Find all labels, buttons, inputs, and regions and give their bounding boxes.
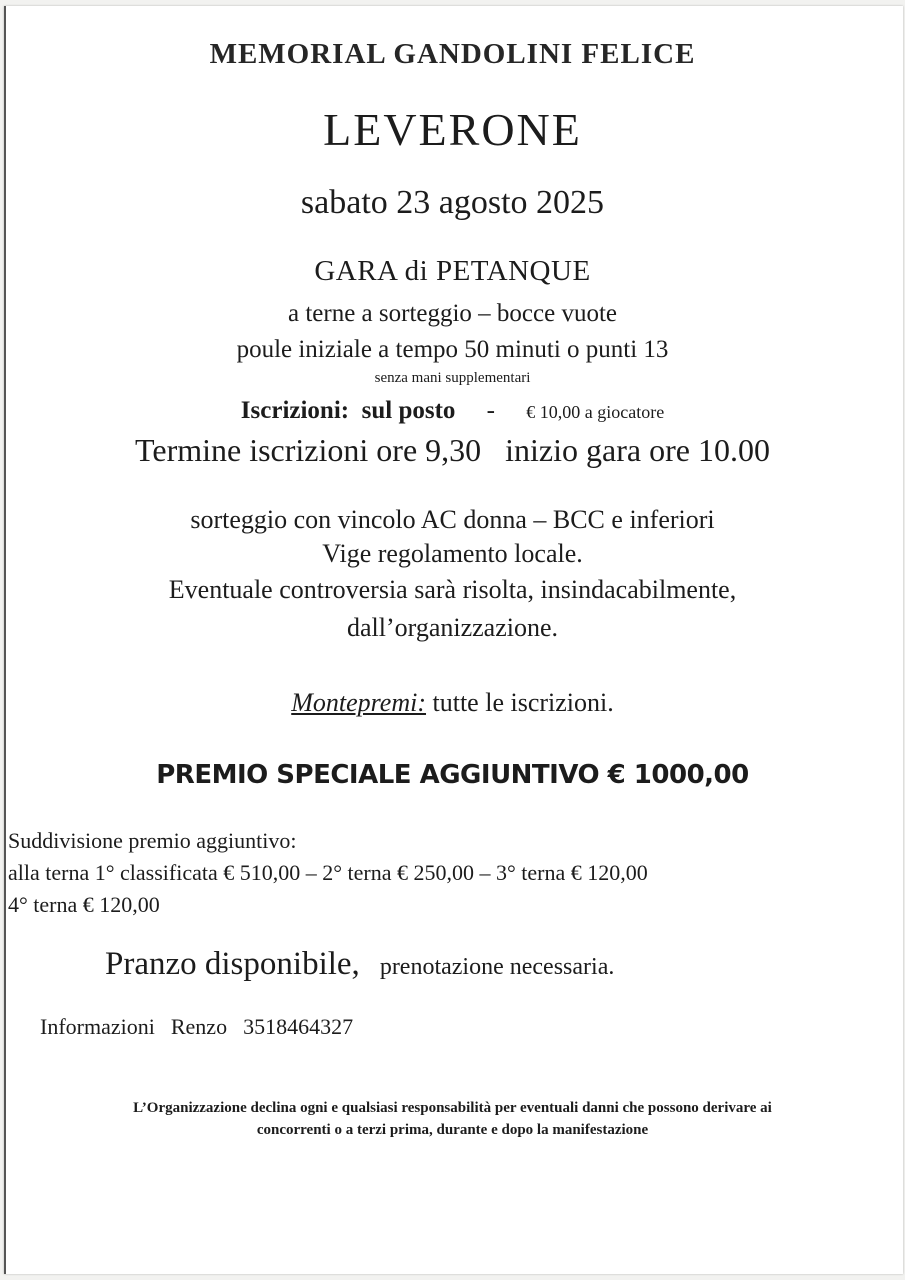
montepremi-text: tutte le iscrizioni. xyxy=(432,688,614,717)
pranzo-main: Pranzo disponibile, xyxy=(105,946,360,982)
format-line: a terne a sorteggio – bocce vuote xyxy=(287,300,618,327)
suddivisione-line1: alla terna 1° classificata € 510,00 – 2° terna € 250,00 – 3° terna € 120,00 xyxy=(8,860,648,885)
iscrizioni-where: sul posto xyxy=(361,397,456,424)
iscrizioni-line xyxy=(0,397,905,425)
poule-line: poule iniziale a tempo 50 minuti o punti 13 xyxy=(236,336,669,363)
info-label: Informazioni xyxy=(40,1014,155,1039)
disclaimer-line2: concorrenti o a terzi prima, durante e dopo la manifestazione xyxy=(256,1122,649,1138)
rule-sorteggio: sorteggio con vincolo AC donna – BCC e inferiori xyxy=(190,505,715,534)
place-name: LEVERONE xyxy=(323,104,582,155)
montepremi-line xyxy=(0,688,905,718)
pranzo-line xyxy=(105,946,614,983)
rule-dall: dall’organizzazione. xyxy=(346,613,559,642)
montepremi-label: Montepremi: xyxy=(291,688,427,717)
termine-line xyxy=(0,432,905,469)
termine-start: inizio gara ore 10.00 xyxy=(505,432,770,468)
iscrizioni-label: Iscrizioni: xyxy=(240,397,350,424)
event-type: GARA di PETANQUE xyxy=(314,255,591,287)
pranzo-note: prenotazione necessaria. xyxy=(379,954,615,980)
suddivisione-title: Suddivisione premio aggiuntivo: xyxy=(8,828,297,853)
info-line xyxy=(40,1014,353,1040)
senza-line: senza mani supplementari xyxy=(374,370,531,386)
premio-speciale: PREMIO SPECIALE AGGIUNTIVO € 1000,00 xyxy=(156,760,749,790)
iscrizioni-price: € 10,00 a giocatore xyxy=(526,402,665,422)
memorial-title: MEMORIAL GANDOLINI FELICE xyxy=(209,38,696,70)
info-phone: 3518464327 xyxy=(243,1014,354,1039)
disclaimer-line1: L’Organizzazione declina ogni e qualsiasi responsabilità per eventuali danni che possono derivare ai xyxy=(133,1100,772,1116)
iscrizioni-dash: - xyxy=(486,397,495,424)
termine-deadline: Termine iscrizioni ore 9,30 xyxy=(135,432,482,468)
suddivisione-line2: 4° terna € 120,00 xyxy=(8,892,160,917)
rule-vige: Vige regolamento locale. xyxy=(322,539,583,568)
event-date: sabato 23 agosto 2025 xyxy=(300,184,605,221)
rule-eventuale: Eventuale controversia sarà risolta, insindacabilmente, xyxy=(168,575,737,604)
info-name: Renzo xyxy=(170,1014,228,1039)
